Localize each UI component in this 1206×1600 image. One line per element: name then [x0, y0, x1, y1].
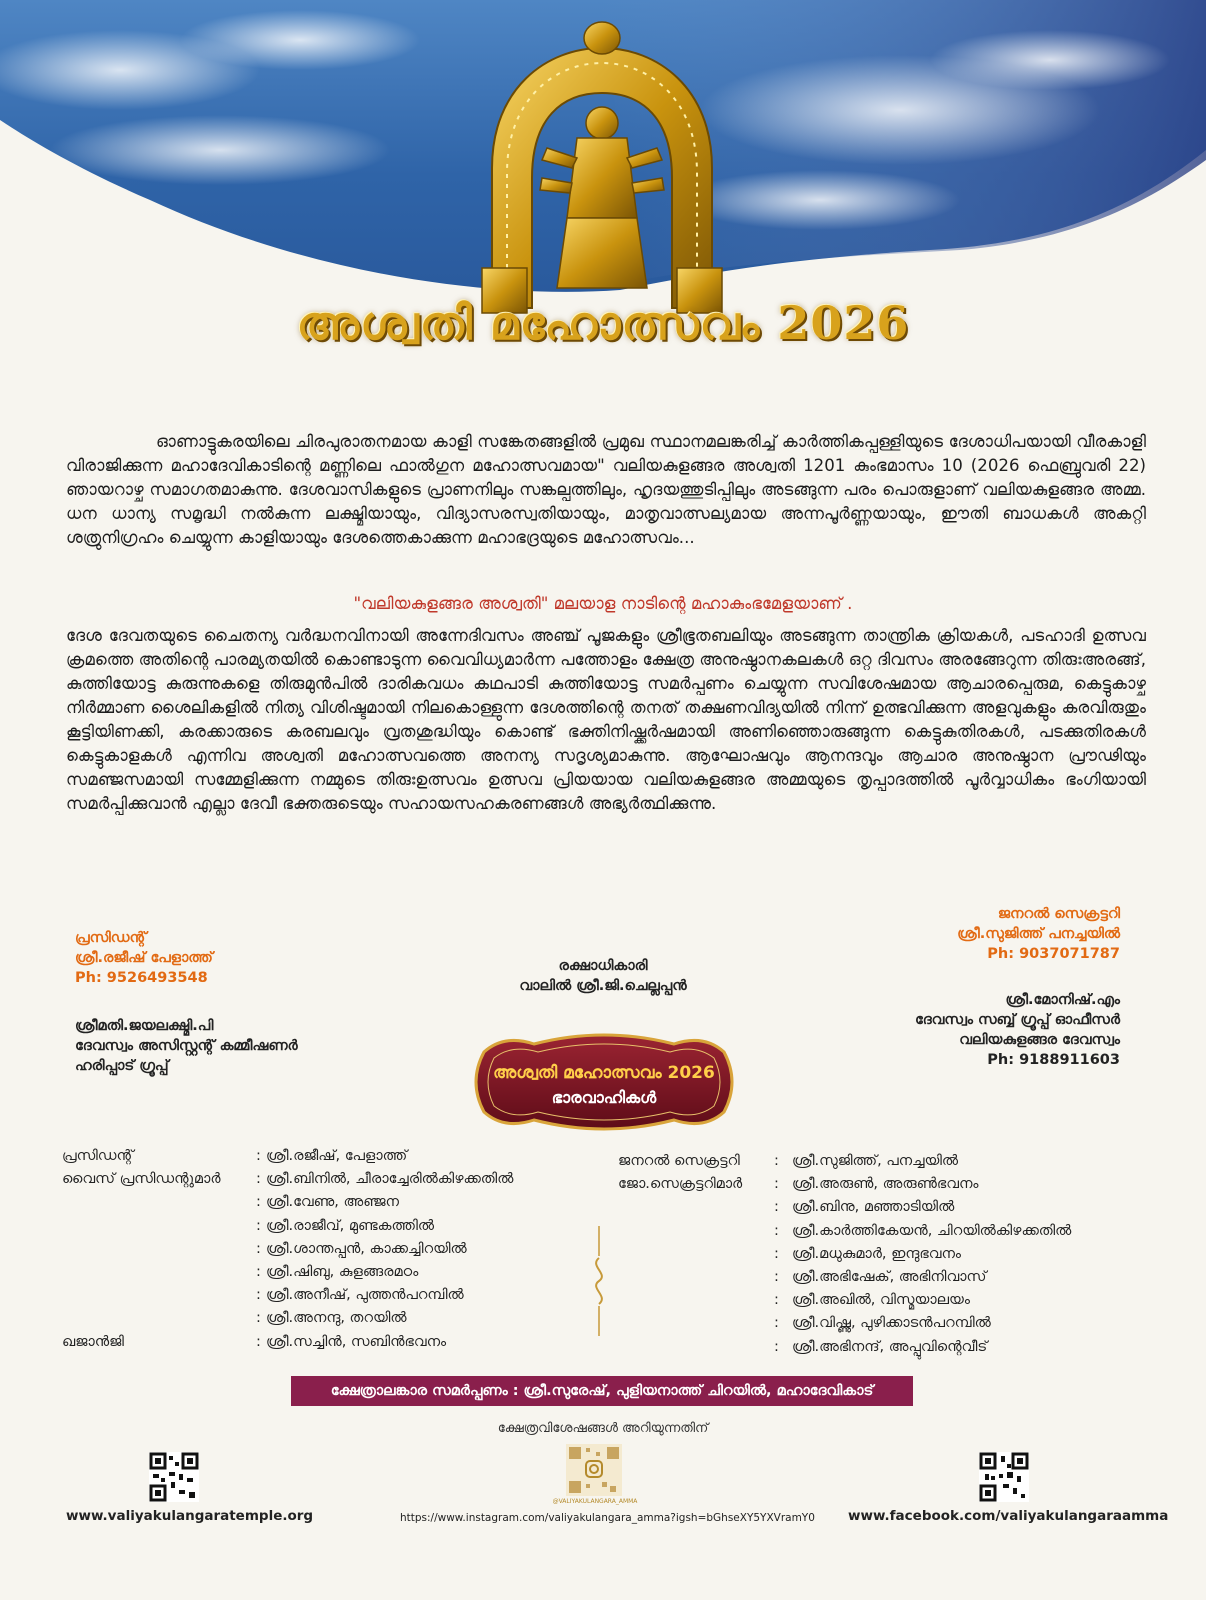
committee-role	[618, 1243, 742, 1266]
committee-role	[618, 1289, 742, 1312]
committee-member: ശ്രീ.അഖിൽ, വിസ്മയാലയം	[792, 1292, 970, 1309]
committee-member: ശ്രീ.സുജിത്ത്, പനച്ചയിൽ	[792, 1153, 959, 1169]
committee-right-names	[792, 1150, 1071, 1359]
officer-name: ശ്രീ.മോനിഷ്.എം	[1005, 992, 1120, 1008]
decoration-donor-banner: ക്ഷേത്രാലങ്കാര സമർപ്പണം : ശ്രീ.സുരേഷ്, പുളിയനാത്ത് ചിറയിൽ, മഹാദേവികാട്	[291, 1376, 913, 1406]
officer-phone: Ph: 9188911603	[987, 1052, 1120, 1068]
committee-role: ജനറൽ സെക്രട്ടറി	[618, 1153, 740, 1169]
committee-role	[618, 1220, 742, 1243]
website-qr-icon[interactable]	[149, 1452, 199, 1502]
committee-member: ശ്രീ.മധുകുമാർ, ഇന്ദുഭവനം	[792, 1245, 961, 1262]
badge-subtitle: ഭാരവാഹികൾ	[551, 1088, 657, 1107]
committee-role: ജോ.സെക്രട്ടറിമാർ	[618, 1176, 743, 1193]
gs-phone: Ph: 9037071787	[987, 946, 1120, 962]
committee-role	[618, 1266, 742, 1289]
divider-ornament	[584, 1226, 614, 1336]
president-name: ശ്രീ.രജീഷ് പേളാത്ത്	[75, 950, 213, 966]
committee-member: ശ്രീ.അനീഷ്, പുത്തൻപറമ്പിൽ	[266, 1287, 464, 1304]
website-link[interactable]: www.valiyakulangaratemple.org	[66, 1508, 314, 1524]
deity-arch-illustration	[452, 18, 752, 318]
description-paragraph: ദേശ ദേവതയുടെ ചൈതന്യ വർദ്ധനവിനായി അന്നേദിവസം അഞ്ച് പൂജകളും ശ്രീഭൂതബലിയും അടങ്ങുന്ന താന്ത്രിക ക്രിയകൾ, പടഹാദി ഉത്സവ ക്രമത്തെ അതിന്റെ പാരമ്യതയിൽ കൊണ്ടാടുന്ന വൈവിധ്യമാർന്ന പത്തോളം ക്ഷേത്ര അനുഷ്ഠാനകലകൾ ഒറ്റ ദിവസം അരങ്ങേറുന്ന തിരുഃഅരങ്ങ്, കുത്തിയോട്ട കുരുന്നുകളെ തിരുമുൻപിൽ ദാരികവധം കഥപാടി കുത്തിയോട്ട സമർപ്പണം ചെയ്യുന്ന സവിശേഷമായ ആചാരപ്പെരുമ, കെട്ടുകാഴ്ച നിർമ്മാണ ശൈലികളിൽ നിത്യ വിശിഷ്ടമായി നിലകൊള്ളുന്ന ദേശത്തിന്റെ തനത് തക്ഷണവിദ്യയിൽ നിന്ന് ഉത്ഭവിക്കുന്ന അളവുകളും കരവിരുതും കൂട്ടിയിണക്കി, കരക്കാരുടെ കരബലവും വ്രതശുദ്ധിയും കൊണ്ട് ഭക്തിനിഷ്ക്കർഷമായി അണിഞ്ഞൊരുങ്ങുന്ന കെട്ടുകുതിരകൾ, പടക്കുതിരകൾ കെട്ടുകാളകൾ എന്നിവ അശ്വതി മഹോത്സവത്തെ അനന്യ സദൃശ്യമാകുന്നു. ആഘോഷവും ആനന്ദവും ആചാര അനുഷ്ഠാന പ്രൗഢിയും സമഞ്ജസമായി സമ്മേളിക്കുന്ന നമ്മുടെ തിരുഃഉത്സവം ഉത്സവ പ്രിയയായ വലിയകുളങ്ങര അമ്മയുടെ തൃപ്പാദത്തിൽ പൂർവ്വാധികം ഭംഗിയായി സമർപ്പിക്കുവാൻ എല്ലാ ദേവീ ഭക്തരുടെയും സഹായസഹകരണങ്ങൾ അഭ്യർത്ഥിക്കുന്നു.	[66, 626, 1146, 813]
committee-member: ശ്രീ.ഷിബു, കുളങ്ങരമഠം	[266, 1263, 419, 1280]
committee-member: ശ്രീ.രാജീവ്, മുണ്ടകത്തിൽ	[266, 1217, 435, 1234]
committee-role	[618, 1336, 742, 1359]
gs-name: ശ്രീ.സുജിത്ത് പനച്ചയിൽ	[957, 926, 1120, 942]
committee-left-names	[266, 1145, 513, 1354]
committee-role	[62, 1215, 220, 1238]
facebook-qr-icon[interactable]	[979, 1452, 1029, 1502]
committee-left-roles	[62, 1145, 220, 1354]
instagram-qr-icon[interactable]	[566, 1444, 622, 1496]
committee-member: ശ്രീ.അഭിനന്ദ്, അപ്പുവിന്റെവീട്	[792, 1338, 988, 1355]
committee-right-roles	[618, 1150, 742, 1359]
committee-role: പ്രസിഡന്റ്	[62, 1148, 134, 1164]
committee-role: വൈസ് പ്രസിഡന്റുമാർ	[62, 1171, 221, 1188]
committee-role	[62, 1191, 220, 1214]
instagram-handle-caption: @VALIYAKULANGARA_AMMA	[552, 1498, 638, 1505]
committee-member: ശ്രീ.രജീഷ്, പേളാത്ത്	[266, 1148, 408, 1164]
committee-member: ശ്രീ.വിഷ്ണു, പുഴിക്കാടൻപറമ്പിൽ	[792, 1315, 991, 1332]
gs-role: ജനറൽ സെക്രട്ടറി	[997, 906, 1120, 922]
badge-title: അശ്വതി മഹോത്സവം 2026	[493, 1063, 715, 1083]
committee-member: ശ്രീ.സച്ചിൻ, സബിൻഭവനം	[266, 1333, 447, 1350]
committee-member: ശ്രീ.അരുൺ, അരുൺഭവനം	[792, 1176, 979, 1193]
know-more-caption: ക്ഷേത്രവിശേഷങ്ങൾ അറിയുന്നതിന്	[497, 1421, 709, 1436]
committee-role	[62, 1261, 220, 1284]
facebook-link[interactable]: www.facebook.com/valiyakulangaraamma	[848, 1508, 1169, 1524]
president-role: പ്രസിഡന്റ്	[75, 930, 147, 946]
committee-left-colons: : : : : : : : : :	[256, 1148, 261, 1350]
committee-member: ശ്രീ.ബിനു, മഞ്ഞാടിയിൽ	[792, 1199, 955, 1216]
sub-group-officer-signatory	[915, 990, 1120, 1070]
president-phone: Ph: 9526493548	[75, 970, 208, 986]
committee-member: ശ്രീ.വേണു, അഞ്ജന	[266, 1194, 399, 1211]
committee-role	[618, 1312, 742, 1335]
patron-name: വാലിൽ ശ്രീ.ജി.ചെല്ലപ്പൻ	[519, 978, 687, 994]
committee-role	[618, 1196, 742, 1219]
committee-role: ഖജാൻജി	[62, 1333, 124, 1350]
committee-member: ശ്രീ.അഭിഷേക്, അഭിനിവാസ്	[792, 1268, 987, 1285]
committee-right-colons: : : : : : : : : :	[774, 1153, 779, 1355]
patron-role: രക്ഷാധികാരി	[558, 958, 648, 974]
patron-signatory	[440, 956, 766, 996]
commissioner-title: ദേവസ്വം അസിസ്റ്റന്റ് കമ്മീഷണർ	[75, 1038, 298, 1054]
committee-member: ശ്രീ.ശാന്തപ്പൻ, കാക്കച്ചിറയിൽ	[266, 1240, 467, 1257]
committee-role	[62, 1307, 220, 1330]
intro-paragraph: ഓണാട്ടുകരയിലെ ചിരപുരാതനമായ കാളി സങ്കേതങ്ങളിൽ പ്രമുഖ സ്ഥാനമലങ്കരിച്ച് കാർത്തികപ്പള്ളിയുടെ ദേശാധിപയായി വീരകാളി വിരാജിക്കുന്ന മഹാദേവികാടിന്റെ മണ്ണിലെ ഫാൽഗുന മഹോത്സവമായ" വലിയകുളങ്ങര അശ്വതി 1201 കുംഭമാസം 10 (2026 ഫെബ്രുവരി 22) ഞായറാഴ്ച സമാഗതമാകുന്നു. ദേശവാസികളുടെ പ്രാണനിലും സങ്കല്പത്തിലും, ഹൃദയത്തുടിപ്പിലും അടങ്ങുന്ന പരം പൊരുളാണ് വലിയകുളങ്ങര അമ്മ. ധന ധാന്യ സമൃദ്ധി നൽകുന്ന ലക്ഷ്മിയായും, വിദ്യാസരസ്വതിയായും, മാതൃവാത്സല്യമായ അന്നപൂർണ്ണയായും, ഈതി ബാധകൾ അകറ്റി ശത്രുനിഗ്രഹം ചെയ്യുന്ന കാളിയായും ദേശത്തെകാക്കുന്ന മഹാഭദ്രയുടെ മഹോത്സവം...	[66, 432, 1146, 547]
committee-member: ശ്രീ.അനന്ദു, തറയിൽ	[266, 1310, 407, 1327]
president-signatory	[75, 928, 213, 988]
officer-title: ദേവസ്വം സബ്ബ് ഗ്രൂപ്പ് ഓഫീസർ	[914, 1012, 1120, 1028]
general-secretary-signatory	[957, 904, 1120, 964]
officer-devaswom: വലിയകുളങ്ങര ദേവസ്വം	[959, 1032, 1120, 1048]
commissioner-signatory	[75, 1016, 298, 1076]
commissioner-group: ഹരിപ്പാട് ഗ്രൂപ്പ്	[75, 1058, 169, 1074]
instagram-link[interactable]: https://www.instagram.com/valiyakulangara_amma?igsh=bGhseXY5YXVramY0	[400, 1512, 815, 1524]
highlight-line: "വലിയകുളങ്ങര അശ്വതി" മലയാള നാടിന്റെ മഹാകുംഭമേളയാണ് .	[353, 594, 853, 613]
committee-role	[62, 1238, 220, 1261]
festival-title: അശ്വതി മഹോത്സവം 2026	[296, 296, 910, 350]
committee-role	[62, 1284, 220, 1307]
committee-member: ശ്രീ.ബിനിൽ, ചീരാച്ചേരിൽകിഴക്കതിൽ	[266, 1171, 514, 1188]
committee-member: ശ്രീ.കാർത്തികേയൻ, ചിറയിൽകിഴക്കതിൽ	[792, 1222, 1072, 1239]
commissioner-name: ശ്രീമതി.ജയലക്ഷ്മി.പി	[75, 1018, 214, 1034]
